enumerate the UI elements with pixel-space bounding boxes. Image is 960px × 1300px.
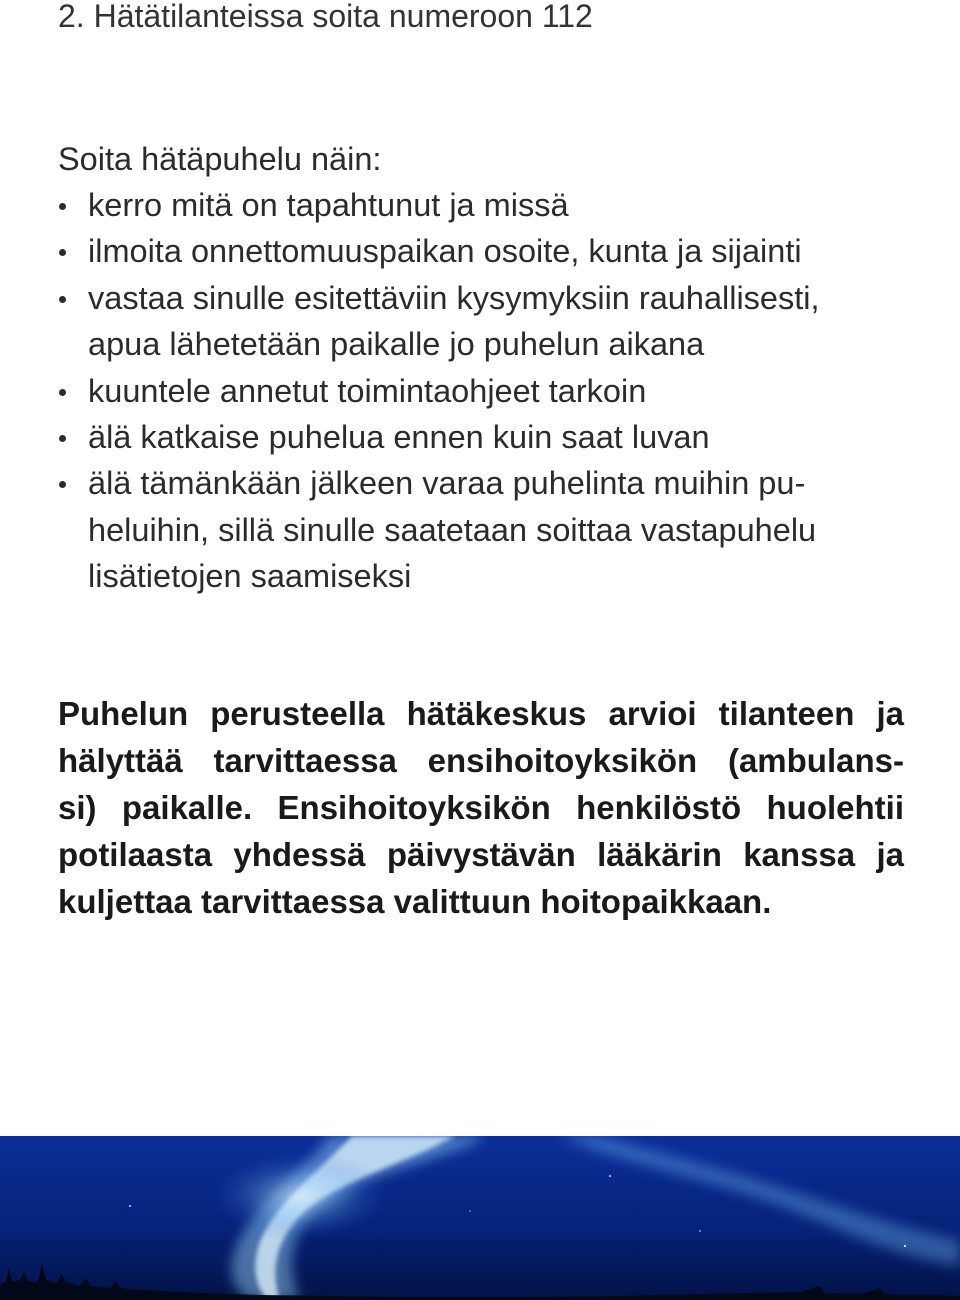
section-heading: 2. Hätätilanteissa soita numeroon 112 bbox=[58, 0, 593, 34]
intro-text: Soita hätäpuhelu näin: bbox=[58, 141, 382, 177]
list-item bbox=[58, 414, 904, 460]
star bbox=[904, 1245, 906, 1247]
star bbox=[469, 1210, 471, 1212]
list-item-line: älä tämänkään jälkeen varaa puhelinta muihin pu- bbox=[88, 465, 806, 502]
list-item-line: kuuntele annetut toimintaohjeet tarkoin bbox=[88, 372, 647, 409]
aurora-night-sky-image bbox=[0, 1136, 960, 1300]
list-item-line: lisätietojen saamiseksi bbox=[88, 558, 412, 595]
list-item bbox=[58, 182, 904, 228]
list-item-line: ilmoita onnettomuuspaikan osoite, kunta ja sijainti bbox=[88, 233, 802, 270]
summary-line: potilaasta yhdessä päivystävän lääkärin kanssa ja bbox=[58, 836, 904, 873]
instruction-list bbox=[58, 182, 904, 600]
summary-line: si) paikalle. Ensihoitoyksikön henkilöstö huolehtii bbox=[58, 789, 904, 826]
summary-paragraph bbox=[58, 690, 904, 925]
summary-line: hälyttää tarvittaessa ensihoitoyksikön (ambulans- bbox=[58, 742, 904, 779]
list-item-line: vastaa sinulle esitettäviin kysymyksiin rauhallisesti, bbox=[88, 279, 820, 316]
list-item bbox=[58, 275, 904, 368]
list-item-line: kerro mitä on tapahtunut ja missä bbox=[88, 187, 569, 223]
star bbox=[609, 1175, 611, 1177]
star bbox=[129, 1205, 131, 1207]
list-item-line: apua lähetetään paikalle jo puhelun aikana bbox=[88, 326, 705, 363]
list-item bbox=[58, 228, 904, 274]
list-item bbox=[58, 368, 904, 414]
list-item-line: heluihin, sillä sinulle saatetaan soittaa vastapuhelu bbox=[88, 511, 817, 548]
summary-line: Puhelun perusteella hätäkeskus arvioi tilanteen ja bbox=[58, 695, 904, 732]
aurora-banner bbox=[0, 1136, 960, 1300]
star bbox=[699, 1230, 701, 1232]
list-item bbox=[58, 460, 904, 599]
list-item-line: älä katkaise puhelua ennen kuin saat luvan bbox=[88, 419, 710, 456]
aurora-glow-spot bbox=[210, 1151, 390, 1241]
summary-line: kuljettaa tarvittaessa valittuun hoitopaikkaan. bbox=[58, 883, 772, 920]
